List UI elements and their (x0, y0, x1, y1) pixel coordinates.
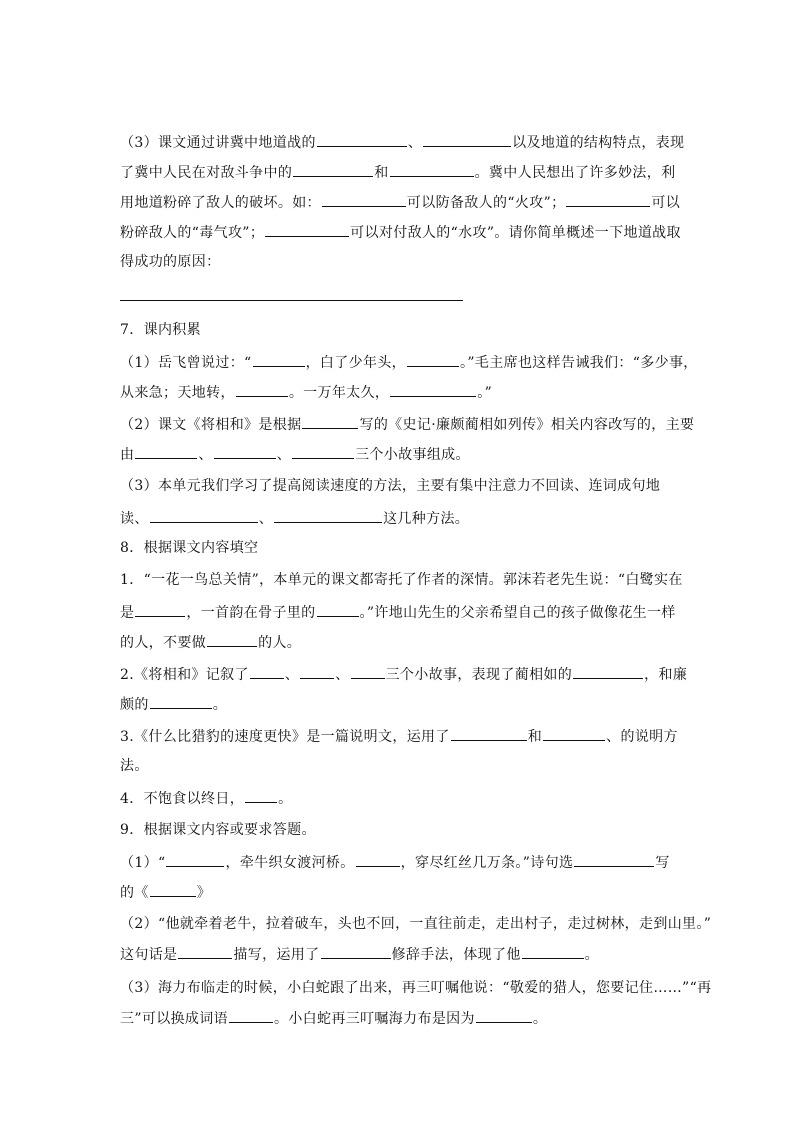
answer-blank[interactable] (150, 508, 258, 523)
q8-1-line-2: 是 ，一首韵在骨子里的 。”许地山先生的父亲希望自己的孩子做像花生一样 (120, 602, 676, 622)
answer-blank[interactable] (476, 1008, 532, 1023)
answer-blank[interactable] (322, 192, 406, 207)
answer-blank[interactable] (317, 602, 359, 617)
answer-blank[interactable] (423, 132, 511, 147)
q8-title: 8．根据课文内容填空 (120, 540, 259, 556)
answer-blank[interactable] (292, 444, 354, 459)
answer-blank[interactable] (178, 944, 232, 959)
q7-2-line-1: （2）课文《将相和》是根据 写的《史记·廉颇蔺相如列传》相关内容改写的，主要 (120, 414, 694, 434)
q6-3-line-5: 得成功的原因： (120, 254, 221, 270)
answer-blank[interactable] (522, 944, 584, 959)
q9-1-line-2: 的《 》 (120, 882, 211, 902)
answer-blank[interactable] (135, 444, 197, 459)
answer-blank[interactable] (566, 192, 650, 207)
q9-title: 9．根据课文内容或要求答题。 (120, 822, 316, 838)
q8-1-line-1: 1．“一花一鸟总关情”，本单元的课文都寄托了作者的深情。郭沫若老先生说：“白鹭实在 (120, 572, 683, 588)
answer-blank[interactable] (236, 382, 288, 397)
answer-blank[interactable] (302, 414, 358, 429)
answer-blank[interactable] (250, 664, 284, 679)
q7-1-line-1: （1）岳飞曾说过：“ ，白了少年头， 。”毛主席也这样告诫我们：“多少事， (120, 352, 698, 372)
answer-blank[interactable] (150, 882, 196, 897)
q9-1-line-1: （1）“ ，牵牛织女渡河桥。 ，穿尽红丝几万条。”诗句选 写 (120, 852, 670, 872)
answer-blank[interactable] (166, 852, 224, 867)
answer-blank[interactable] (351, 664, 385, 679)
q9-2-line-2: 这句话是 描写，运用了 修辞手法，体现了他 。 (120, 944, 599, 964)
q6-3-line-1: （3）课文通过讲冀中地道战的 、 以及地道的结构特点，表现 (120, 132, 684, 152)
q6-3-line-2: 了冀中人民在对敌斗争中的 和 。冀中人民想出了许多妙法，利 (120, 162, 675, 182)
answer-blank[interactable] (573, 664, 643, 679)
q8-4-line: 4．不饱食以终日， 。 (120, 788, 292, 808)
answer-line[interactable] (120, 300, 463, 301)
answer-blank[interactable] (274, 508, 382, 523)
answer-blank[interactable] (207, 632, 257, 647)
answer-blank[interactable] (451, 726, 527, 741)
q8-3-line-1: 3.《什么比猎豹的速度更快》是一篇说明文，运用了 和 、的说明方 (120, 726, 678, 746)
answer-blank[interactable] (574, 852, 654, 867)
answer-blank[interactable] (253, 352, 305, 367)
q8-3-line-2: 法。 (120, 758, 149, 774)
q6-3-line-3: 用地道粉碎了敌人的破坏。如： 可以防备敌人的“火攻”； 可以 (120, 192, 680, 212)
q9-3-line-2: 三”可以换成词语 。小白蛇再三叮嘱海力布是因为 。 (120, 1008, 547, 1028)
q7-3-line-2: 读、 、 这几种方法。 (120, 508, 469, 528)
q8-2-line-2: 颇的 。 (120, 694, 227, 714)
answer-blank[interactable] (150, 694, 212, 709)
answer-blank[interactable] (317, 132, 407, 147)
answer-blank[interactable] (293, 162, 373, 177)
answer-blank[interactable] (321, 944, 391, 959)
answer-blank[interactable] (390, 382, 476, 397)
answer-blank[interactable] (265, 222, 349, 237)
q9-3-line-1: （3）海力布临走的时候，小白蛇跟了出来，再三叮嘱他说：“敬爱的猎人，您要记住……”“再 (120, 980, 712, 996)
answer-blank[interactable] (229, 1008, 273, 1023)
answer-blank[interactable] (543, 726, 605, 741)
q7-1-line-2: 从来急；天地转， 。一万年太久， 。” (120, 382, 492, 402)
answer-blank[interactable] (214, 444, 276, 459)
answer-blank[interactable] (245, 788, 277, 803)
answer-blank[interactable] (135, 602, 185, 617)
answer-blank[interactable] (356, 852, 400, 867)
q7-title: 7．课内积累 (120, 322, 202, 338)
q6-3-line-4: 粉碎敌人的“毒气攻”； 可以对付敌人的“水攻”。请你简单概述一下地道战取 (120, 222, 681, 242)
answer-blank[interactable] (390, 162, 474, 177)
q7-3-line-1: （3）本单元我们学习了提高阅读速度的方法，主要有集中注意力不回读、连词成句地 (120, 478, 661, 494)
q7-2-line-2: 由 、 、 三个小故事组成。 (120, 444, 470, 464)
q8-2-line-1: 2.《将相和》记叙了 、 、 三个小故事，表现了蔺相如的 ，和廉 (120, 664, 687, 684)
answer-blank[interactable] (407, 352, 459, 367)
q9-2-line-1: （2）“他就牵着老牛，拉着破车，头也不回，一直往前走，走出村子，走过树林，走到山里。” (120, 916, 712, 932)
answer-blank[interactable] (300, 664, 334, 679)
q8-1-line-3: 的人，不要做 的人。 (120, 632, 301, 652)
